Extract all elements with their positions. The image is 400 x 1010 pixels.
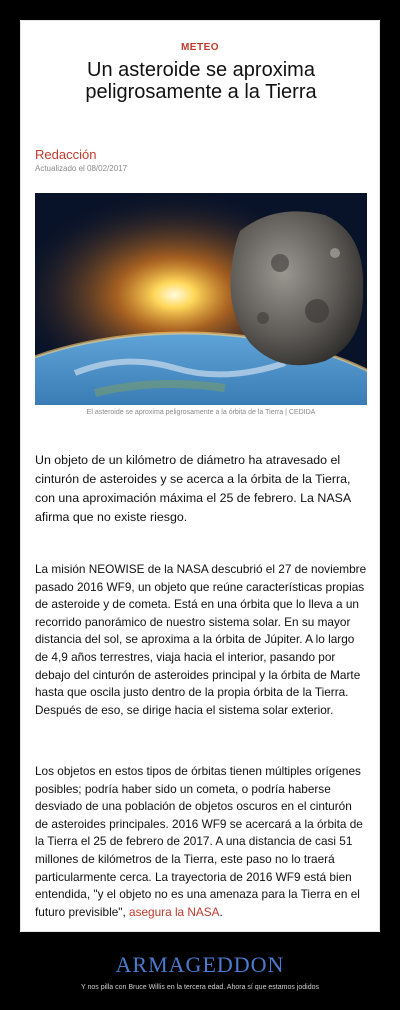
author-name[interactable]: Redacción [35,147,97,162]
section-label[interactable]: METEO [180,42,220,53]
footer-subtitle: Y nos pilla con Bruce Willis en la tercera edad. Ahora sí que estamos jodidos [81,984,319,991]
image-caption: El asteroide se aproxima peligrosamente a la órbita de la Tierra | CEDIDA [86,409,316,416]
article-paragraph-2 [35,763,367,921]
article-title: Un asteroide se aproxima peligrosamente a la Tierra [85,59,317,103]
paragraph-2-text: Los objetos en estos tipos de órbitas tienen múltiples orígenes posibles; podría haber sido un cometa, o podría haberse desviado de una población de objetos oscuros en el cinturón de asteroides principales. 2016 WF9 se acercará a la órbita de la Tierra el 25 de febrero de 2017. A una distancia de casi 51 millones de kilómetros de la Tierra, este paso no lo traerá particularmente cerca. La trayectoria de 2016 WF9 está bien entendida, "y el objeto no es una amenaza para la Tierra en el futuro previsible", [35,764,363,919]
article-lead: Un objeto de un kilómetro de diámetro ha atravesado el cinturón de asteroides y se acerca a la órbita de la Tierra, con una aproximación máxima el 25 de febrero. La NASA afirma que no existe riesgo. [35,453,351,524]
updated-date: Actualizado el 08/02/2017 [35,164,128,173]
article-card [20,20,380,932]
asteroid-image [35,193,367,405]
paragraph-2-end: . [219,904,223,919]
asteroid-illustration [35,193,367,405]
footer-title: ARMAGEDDON [115,952,285,977]
article-paragraph-1: La misión NEOWISE de la NASA descubrió el 27 de noviembre pasado 2016 WF9, un objeto que reúne características propias de asteroide y de cometa. Está en una órbita que lo lleva a un recorrido panorámico de nuestro sistema solar. En su mayor distancia del sol, se aproxima a la órbita de Júpiter. A lo largo de 4,9 años terrestres, viaja hacia el interior, pasando por debajo del cinturón de asteroides principal y la órbita de Marte hasta que oscila justo dentro de la propia órbita de la Tierra. Después de eso, se dirige hacia el sistema solar exterior. [35,562,367,717]
nasa-link[interactable]: asegura la NASA [129,904,220,919]
